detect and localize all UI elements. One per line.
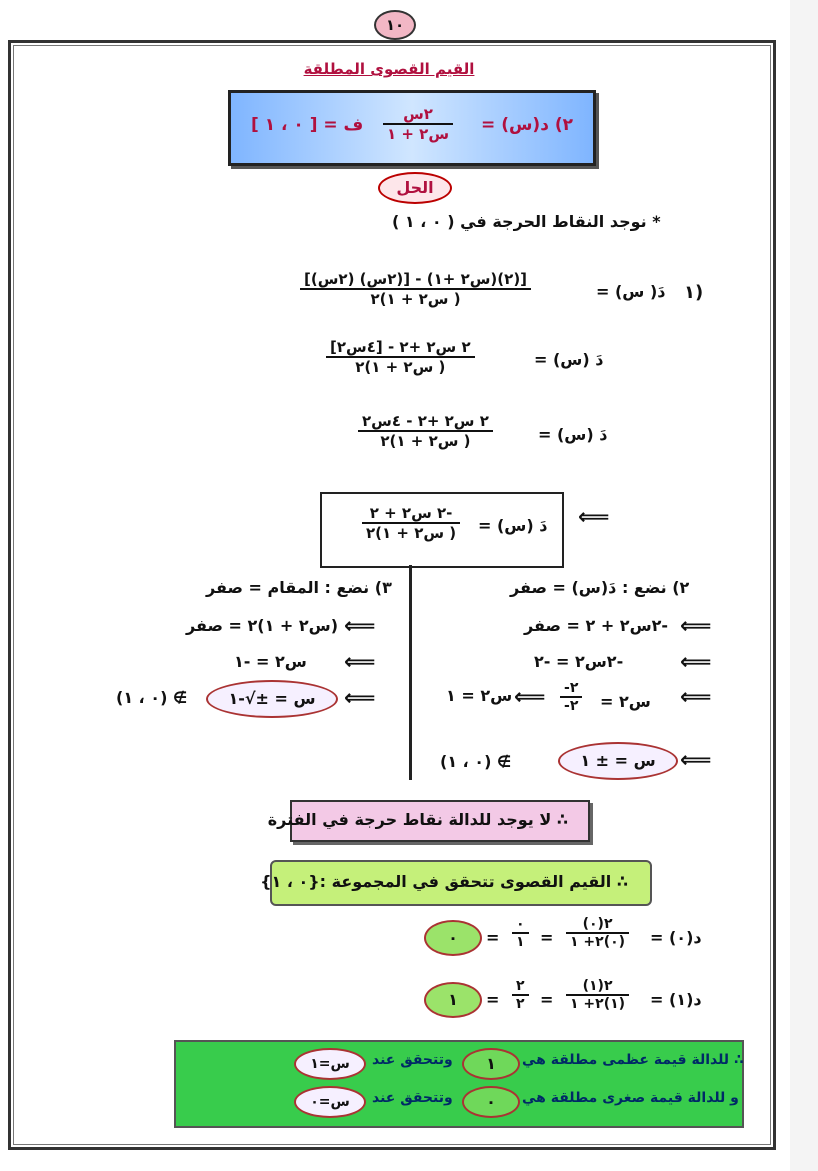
eval-2-mid-den: ٢ — [516, 996, 525, 1012]
arrow-icon: ⟸ — [680, 748, 712, 773]
step-number-1: ١) — [684, 282, 704, 303]
page-title: القيم القصوى المطلقة — [303, 60, 475, 78]
eval-1-result: ٠ — [424, 920, 482, 956]
right-branch-frac-den: -٢ — [564, 698, 579, 714]
derivative-den-3: ( س٢ + ١)٢ — [380, 432, 471, 450]
arrow-icon: ⟸ — [578, 505, 610, 530]
right-branch-line-2: -٢س٢ = -٢ — [534, 652, 624, 671]
max-text: ∴ للدالة قيمة عظمى مطلقة هي — [522, 1052, 744, 1068]
eval-1-mid-den: ١ — [516, 934, 525, 950]
derivative-den-1: ( س٢ + ١)٢ — [370, 290, 461, 308]
function-denominator: س٢ + ١ — [387, 125, 450, 143]
solution-label: الحل — [378, 172, 452, 204]
derivative-num-3: ٢ س٢ +٢ - ٤س٢ — [358, 412, 493, 432]
branch-divider — [409, 565, 412, 780]
eval-1-mid-num: ٠ — [512, 916, 529, 934]
function-numerator: ٢س — [383, 105, 453, 125]
eval-2-mid — [512, 978, 529, 1012]
left-branch-solution: س = ±√-١ — [206, 680, 338, 718]
left-branch-line-2: س٢ = -١ — [234, 652, 307, 671]
page-number: ١٠ — [374, 10, 416, 40]
function-definition-box — [228, 90, 596, 166]
arrow-icon: ⟸ — [344, 614, 376, 639]
equals-sign: = — [540, 928, 554, 947]
derivative-fraction-2 — [326, 338, 475, 376]
eval-2-mid-num: ٢ — [512, 978, 529, 996]
page-margin — [790, 0, 818, 1171]
min-at-text: وتتحقق عند — [372, 1090, 453, 1106]
right-branch-heading: ٢) نضع : دَ(س) = صفر — [510, 578, 690, 597]
eval-1-num: (٠)٢ — [566, 916, 629, 934]
arrow-icon: ⟸ — [680, 685, 712, 710]
right-branch-fraction — [560, 680, 582, 714]
interval: ف = [ ٠ ، ١ ] — [251, 115, 364, 135]
derivative-lhs-2: دَ (س) = — [534, 350, 604, 369]
derivative-result-lhs: دَ (س) = — [478, 516, 548, 535]
arrow-icon: ⟸ — [680, 614, 712, 639]
eval-2-result: ١ — [424, 982, 482, 1018]
eval-2-num: (١)٢ — [566, 978, 629, 996]
arrow-icon: ⟸ — [514, 685, 546, 710]
eval-2-lhs: د(١) = — [650, 990, 702, 1009]
max-at-text: وتتحقق عند — [372, 1052, 453, 1068]
derivative-den-2: ( س٢ + ١)٢ — [355, 358, 446, 376]
eval-1-lhs: د(٠) = — [650, 928, 702, 947]
equals-sign: = — [540, 990, 554, 1009]
extreme-set-text: ∴ القيم القصوى تتحقق في المجموعة :{٠ ، ١} — [260, 872, 628, 891]
right-branch-frac-num: -٢ — [560, 680, 582, 698]
eval-2-den: (١)٢+ ١ — [570, 996, 626, 1012]
derivative-num-2: ٢ س٢ +٢ - [٤س٢] — [326, 338, 475, 358]
min-value: ٠ — [462, 1086, 520, 1118]
eval-1-fraction — [566, 916, 629, 950]
arrow-icon: ⟸ — [344, 686, 376, 711]
derivative-fraction-3 — [358, 412, 493, 450]
arrow-icon: ⟸ — [344, 650, 376, 675]
function-fraction — [383, 105, 453, 143]
max-value: ١ — [462, 1048, 520, 1080]
function-label: ٢) د(س) = — [481, 115, 573, 135]
no-critical-points-box — [267, 800, 590, 842]
min-at: س=٠ — [294, 1086, 366, 1118]
right-branch-not-in: ∌ (٠ ، ١) — [440, 752, 512, 771]
eval-1-mid — [512, 916, 529, 950]
derivative-result-den: ( س٢ + ١)٢ — [366, 524, 457, 542]
derivative-lhs-3: دَ (س) = — [538, 425, 608, 444]
derivative-result-num: -٢ س٢ + ٢ — [362, 504, 460, 524]
right-branch-solution: س = ± ١ — [558, 742, 678, 780]
derivative-fraction-1 — [300, 270, 531, 308]
equals-sign: = — [486, 990, 500, 1009]
right-branch-line-1: -٢س٢ + ٢ = صفر — [524, 616, 669, 635]
step-intro: * نوجد النقاط الحرجة في ( ٠ ، ١ ) — [392, 212, 661, 231]
derivative-lhs: دَ( س) = — [596, 282, 666, 301]
left-branch-heading: ٣) نضع : المقام = صفر — [206, 578, 392, 597]
equals-sign: = — [486, 928, 500, 947]
derivative-result-fraction — [362, 504, 460, 542]
left-branch-not-in: ∌ (٠ ، ١) — [116, 688, 188, 707]
arrow-icon: ⟸ — [680, 650, 712, 675]
min-text: و للدالة قيمة صغرى مطلقة هي — [522, 1090, 739, 1106]
eval-1-den: (٠)٢+ ١ — [570, 934, 626, 950]
conclusion-box — [174, 1040, 744, 1128]
no-critical-points-text: ∴ لا يوجد للدالة نقاط حرجة في الفترة — [267, 810, 568, 829]
extreme-set-banner — [260, 860, 652, 906]
right-branch-line-3b: س٢ = ١ — [446, 686, 513, 705]
eval-2-fraction — [566, 978, 629, 1012]
right-branch-line-3a: س٢ = — [600, 692, 651, 711]
derivative-num-1: [(٢)(س٢ +١) - [(٢س) (٢س)] — [300, 270, 531, 290]
max-at: س=١ — [294, 1048, 366, 1080]
derivative-result-box — [320, 492, 564, 568]
left-branch-line-1: (س٢ + ١)٢ = صفر — [186, 616, 339, 635]
